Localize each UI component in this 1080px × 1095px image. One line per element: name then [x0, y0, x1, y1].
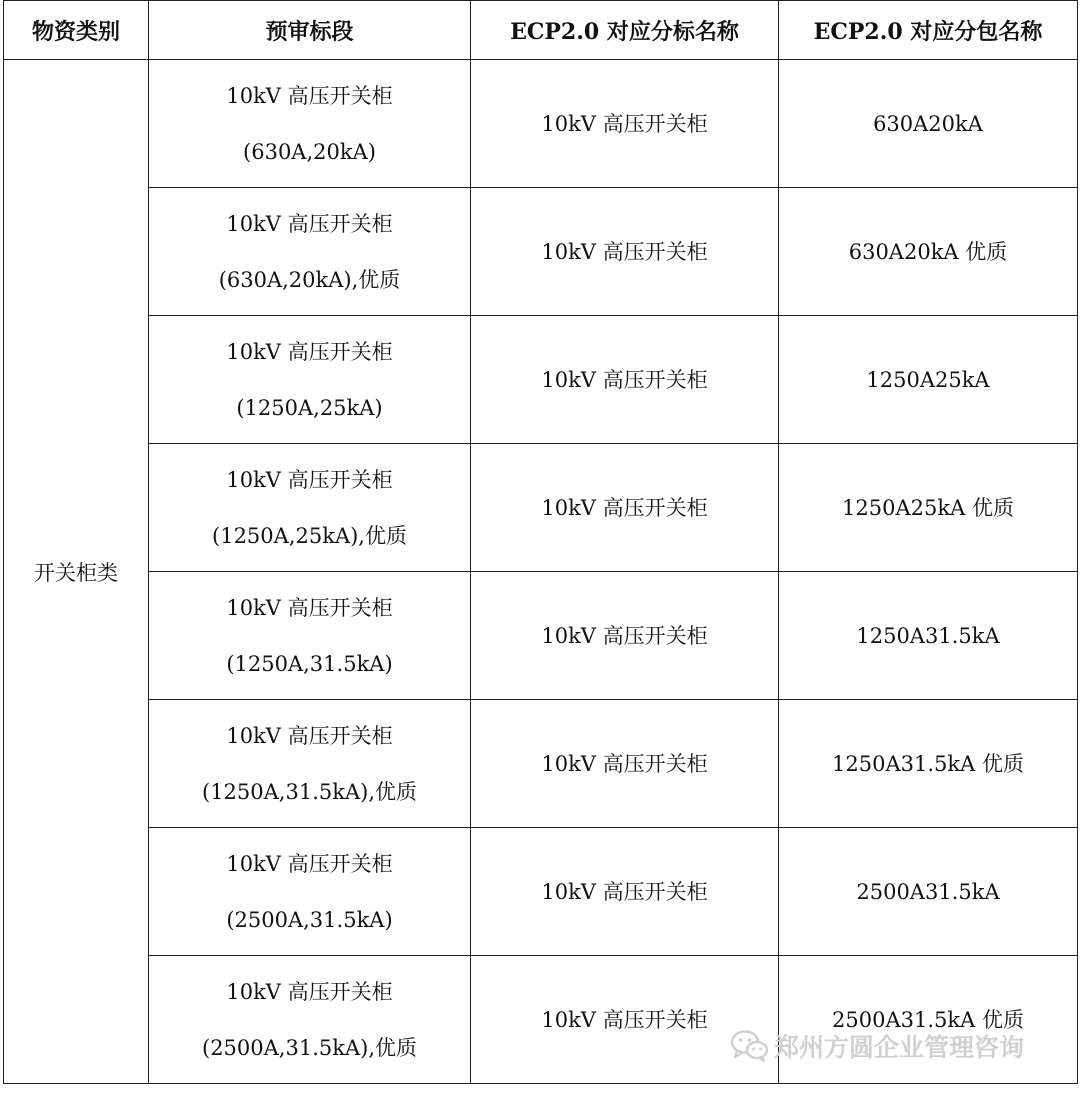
table-row: [4, 956, 1078, 1084]
bid-table: [3, 0, 1078, 1084]
package-name: 2500A31.5kA: [856, 879, 1000, 904]
sub-bid-name: 10kV 高压开关柜: [541, 367, 708, 392]
segment-cell: [149, 444, 471, 572]
table-row: [4, 316, 1078, 444]
package-cell: [779, 316, 1078, 444]
category-label: 开关柜类: [34, 560, 118, 585]
segment-cell: [149, 188, 471, 316]
segment-line1: 10kV 高压开关柜: [226, 851, 393, 876]
segment-line2: (630A,20kA): [243, 139, 376, 164]
sub-bid-name: 10kV 高压开关柜: [541, 751, 708, 776]
package-cell: [779, 188, 1078, 316]
package-cell: [779, 572, 1078, 700]
sub-bid-cell: [471, 188, 779, 316]
segment-cell: [149, 828, 471, 956]
segment-line1: 10kV 高压开关柜: [226, 211, 393, 236]
package-cell: [779, 700, 1078, 828]
package-name: 1250A31.5kA 优质: [832, 751, 1024, 776]
table-row: [4, 188, 1078, 316]
package-cell: [779, 444, 1078, 572]
segment-line2: (1250A,31.5kA),优质: [202, 779, 417, 804]
sub-bid-name: 10kV 高压开关柜: [541, 239, 708, 264]
sub-bid-cell: [471, 572, 779, 700]
table-row: [4, 572, 1078, 700]
package-name: 630A20kA: [873, 111, 983, 136]
segment-cell: [149, 572, 471, 700]
watermark: [730, 1028, 1024, 1064]
segment-line1: 10kV 高压开关柜: [226, 467, 393, 492]
segment-line1: 10kV 高压开关柜: [226, 723, 393, 748]
package-cell: [779, 828, 1078, 956]
table-row: [4, 828, 1078, 956]
segment-cell: [149, 700, 471, 828]
sub-bid-name: 10kV 高压开关柜: [541, 623, 708, 648]
package-name: 2500A31.5kA 优质: [832, 1007, 1024, 1032]
sub-bid-name: 10kV 高压开关柜: [541, 495, 708, 520]
package-cell: [779, 60, 1078, 188]
sub-bid-cell: [471, 828, 779, 956]
segment-line2: (1250A,25kA),优质: [212, 523, 407, 548]
segment-line1: 10kV 高压开关柜: [226, 83, 393, 108]
header-prequal-segment: 预审标段: [149, 1, 471, 60]
wechat-icon: [730, 1029, 770, 1063]
header-material-category: 物资类别: [4, 1, 149, 60]
sub-bid-name: 10kV 高压开关柜: [541, 1007, 708, 1032]
package-name: 1250A31.5kA: [856, 623, 1000, 648]
package-cell: [779, 956, 1078, 1084]
table-row: [4, 700, 1078, 828]
category-cell: [4, 60, 149, 1084]
sub-bid-name: 10kV 高压开关柜: [541, 879, 708, 904]
table-row: [4, 444, 1078, 572]
sub-bid-cell: [471, 700, 779, 828]
segment-line2: (2500A,31.5kA),优质: [202, 1035, 417, 1060]
segment-line1: 10kV 高压开关柜: [226, 339, 393, 364]
segment-line2: (1250A,25kA): [236, 395, 383, 420]
segment-cell: [149, 60, 471, 188]
segment-line2: (1250A,31.5kA): [226, 651, 393, 676]
package-name: 630A20kA 优质: [848, 239, 1008, 264]
sub-bid-name: 10kV 高压开关柜: [541, 111, 708, 136]
segment-line2: (630A,20kA),优质: [218, 267, 401, 292]
sub-bid-cell: [471, 60, 779, 188]
segment-cell: [149, 956, 471, 1084]
sub-bid-cell: [471, 444, 779, 572]
sub-bid-cell: [471, 956, 779, 1084]
segment-cell: [149, 316, 471, 444]
header-ecp-package: ECP2.0 对应分包名称: [779, 1, 1078, 60]
watermark-text: 郑州方圆企业管理咨询: [774, 1033, 1025, 1062]
segment-line1: 10kV 高压开关柜: [226, 979, 393, 1004]
table-row: [4, 60, 1078, 188]
table-header-row: [4, 1, 1078, 60]
sub-bid-cell: [471, 316, 779, 444]
segment-line2: (2500A,31.5kA): [226, 907, 393, 932]
header-ecp-sub-bid: ECP2.0 对应分标名称: [471, 1, 779, 60]
segment-line1: 10kV 高压开关柜: [226, 595, 393, 620]
package-name: 1250A25kA 优质: [842, 495, 1014, 520]
package-name: 1250A25kA: [866, 367, 990, 392]
